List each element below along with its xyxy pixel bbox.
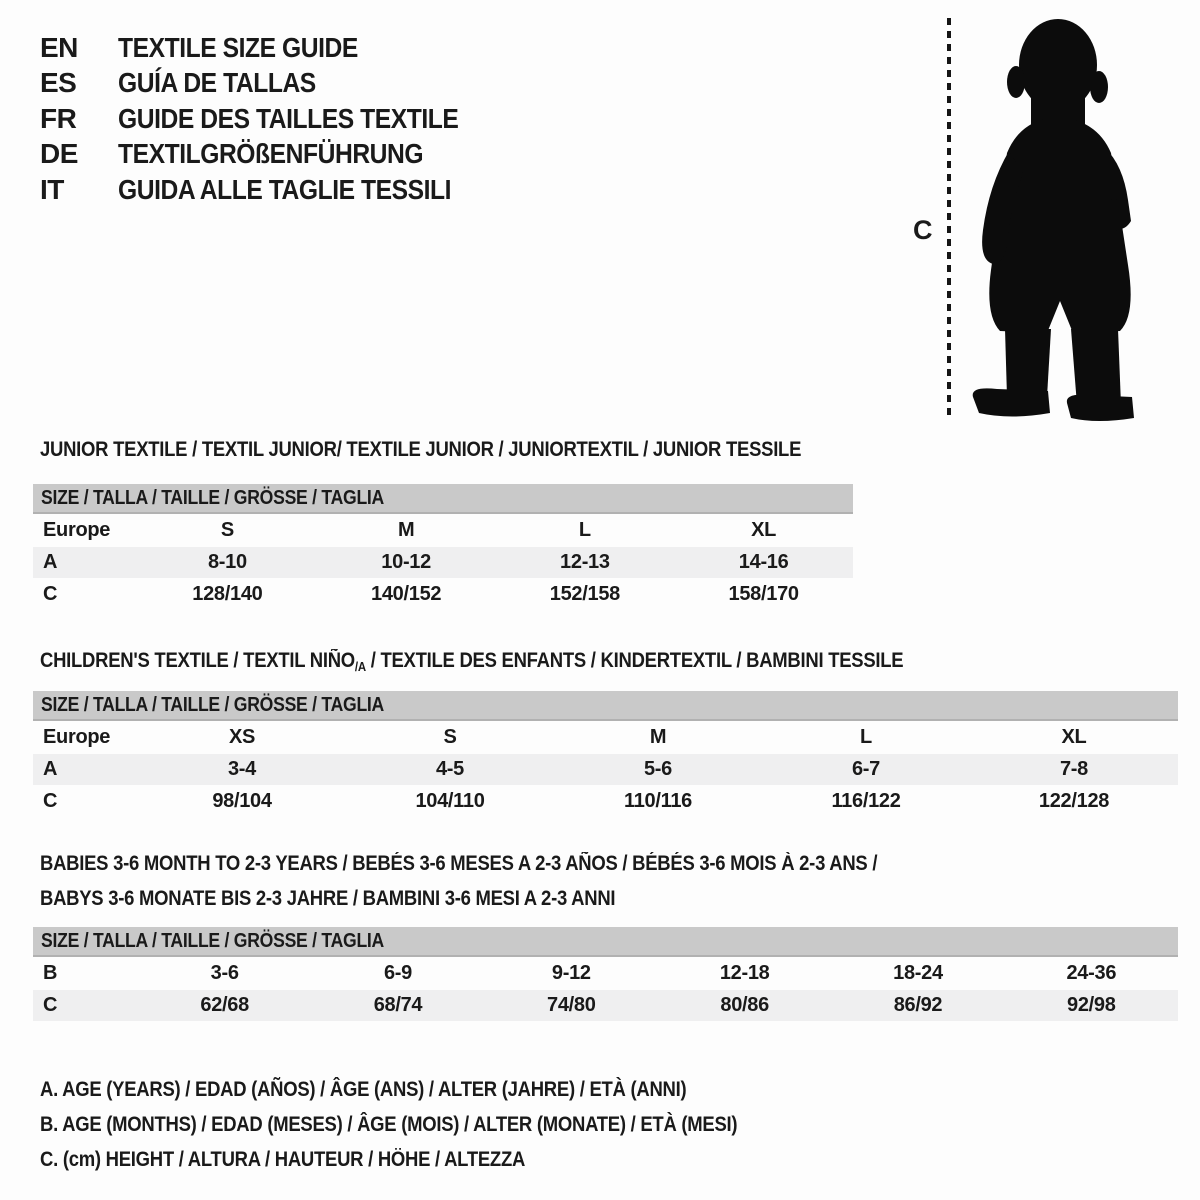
size-col: L [578,519,591,541]
size-header-label: SIZE / TALLA / TAILLE / GRÖSSE / TAGLIA [41,693,385,716]
cell: 3-4 [227,758,256,780]
lang-label: GUIDE DES TAILLES TEXTILE [118,102,459,134]
language-title-block [40,30,505,208]
height-dashed-line [947,18,951,420]
row-label: C [43,790,58,812]
size-header-bar [33,691,1178,721]
size-header-bar [33,927,1178,957]
table-row-height [33,785,1178,818]
cell: 6-7 [851,758,880,780]
cell: 5-6 [643,758,672,780]
children-title-post: / TEXTILE DES ENFANTS / KINDERTEXTIL / BAMBINI TESSILE [365,649,904,672]
cell: 86/92 [893,994,943,1016]
region-label: Europe [43,519,111,541]
table-header-row [33,514,853,547]
row-label: C [43,994,58,1016]
cell: 10-12 [381,551,431,573]
children-title-sub: /A [354,659,366,674]
babies-size-table [33,927,1178,1021]
size-header-label: SIZE / TALLA / TAILLE / GRÖSSE / TAGLIA [41,486,385,509]
cell: 3-6 [210,962,239,984]
size-col: S [443,726,457,748]
cell: 122/128 [1038,790,1110,812]
legend-line-b: B. AGE (MONTHS) / EDAD (MESES) / ÂGE (MOIS) / ALTER (MONATE) / ETÀ (MESI) [40,1113,738,1136]
lang-code: FR [40,102,77,134]
size-header-bar [33,484,853,514]
cell: 8-10 [207,551,247,573]
cell: 116/122 [831,790,901,812]
table-row-age [33,547,853,578]
cell: 62/68 [200,994,249,1016]
height-measure-letter: C [913,215,933,245]
junior-size-table [33,484,853,611]
toddler-silhouette-icon [955,15,1155,425]
lang-label: GUIDA ALLE TAGLIE TESSILI [118,173,452,205]
lang-label: TEXTILE SIZE GUIDE [118,31,358,63]
junior-section-title: JUNIOR TEXTILE / TEXTIL JUNIOR/ TEXTILE JUNIOR / JUNIORTEXTIL / JUNIOR TESSILE [40,438,802,461]
size-col: M [649,726,667,748]
cell: 7-8 [1059,758,1088,780]
cell: 128/140 [192,583,263,605]
children-size-table [33,691,1178,818]
legend-line-a: A. AGE (YEARS) / EDAD (AÑOS) / ÂGE (ANS) / ALTER (JAHRE) / ETÀ (ANNI) [40,1078,687,1101]
cell: 74/80 [547,994,596,1016]
row-label: A [43,551,58,573]
region-label: Europe [43,726,111,748]
table-row-height [33,578,853,611]
cell: 80/86 [720,994,769,1016]
lang-label: GUÍA DE TALLAS [118,67,316,99]
height-measure-figure [905,12,1175,432]
lang-row-de [40,137,505,173]
cell: 24-36 [1066,962,1117,984]
lang-code: DE [40,138,78,170]
cell: 68/74 [373,994,423,1016]
size-col: XL [751,519,777,541]
lang-code: IT [40,173,64,205]
table-row-age [33,754,1178,785]
cell: 92/98 [1067,994,1116,1016]
table-row-age-months [33,957,1178,990]
cell: 12-13 [560,551,610,573]
lang-row-it [40,172,505,208]
size-col: XL [1061,726,1087,748]
size-col: L [860,726,872,748]
size-col: XS [228,726,256,748]
babies-section-title [40,846,877,916]
lang-row-es [40,66,505,102]
children-title-pre: CHILDREN'S TEXTILE / TEXTIL NIÑO [40,649,355,672]
cell: 18-24 [893,962,943,984]
row-label: A [43,758,58,780]
size-col: S [220,519,234,541]
cell: 4-5 [435,758,464,780]
measurement-legend [40,1072,832,1177]
legend-line-c: C. (cm) HEIGHT / ALTURA / HAUTEUR / HÖHE / ALTEZZA [40,1148,526,1171]
cell: 104/110 [415,790,485,812]
cell: 158/170 [728,583,799,605]
size-col: M [397,519,415,541]
cell: 152/158 [549,583,620,605]
cell: 12-18 [719,962,770,984]
row-label: C [43,583,58,605]
lang-code: ES [40,67,77,99]
children-section-title [40,643,903,684]
cell: 9-12 [551,962,591,984]
babies-title-line1: BABIES 3-6 MONTH TO 2-3 YEARS / BEBÉS 3-6 MESES A 2-3 AÑOS / BÉBÉS 3-6 MOIS À 2-3 ANS / [40,852,878,875]
lang-row-fr [40,101,505,137]
size-header-label: SIZE / TALLA / TAILLE / GRÖSSE / TAGLIA [41,929,385,952]
table-header-row [33,721,1178,754]
lang-code: EN [40,31,78,63]
cell: 140/152 [371,583,442,605]
cell: 6-9 [383,962,412,984]
lang-row-en [40,30,505,66]
babies-title-line2: BABYS 3-6 MONATE BIS 2-3 JAHRE / BAMBINI 3-6 MESI A 2-3 ANNI [40,887,616,910]
row-label: B [43,962,58,984]
cell: 110/116 [624,790,692,812]
cell: 98/104 [212,790,272,812]
table-row-height [33,990,1178,1021]
lang-label: TEXTILGRÖßENFÜHRUNG [118,138,424,170]
cell: 14-16 [738,551,789,573]
